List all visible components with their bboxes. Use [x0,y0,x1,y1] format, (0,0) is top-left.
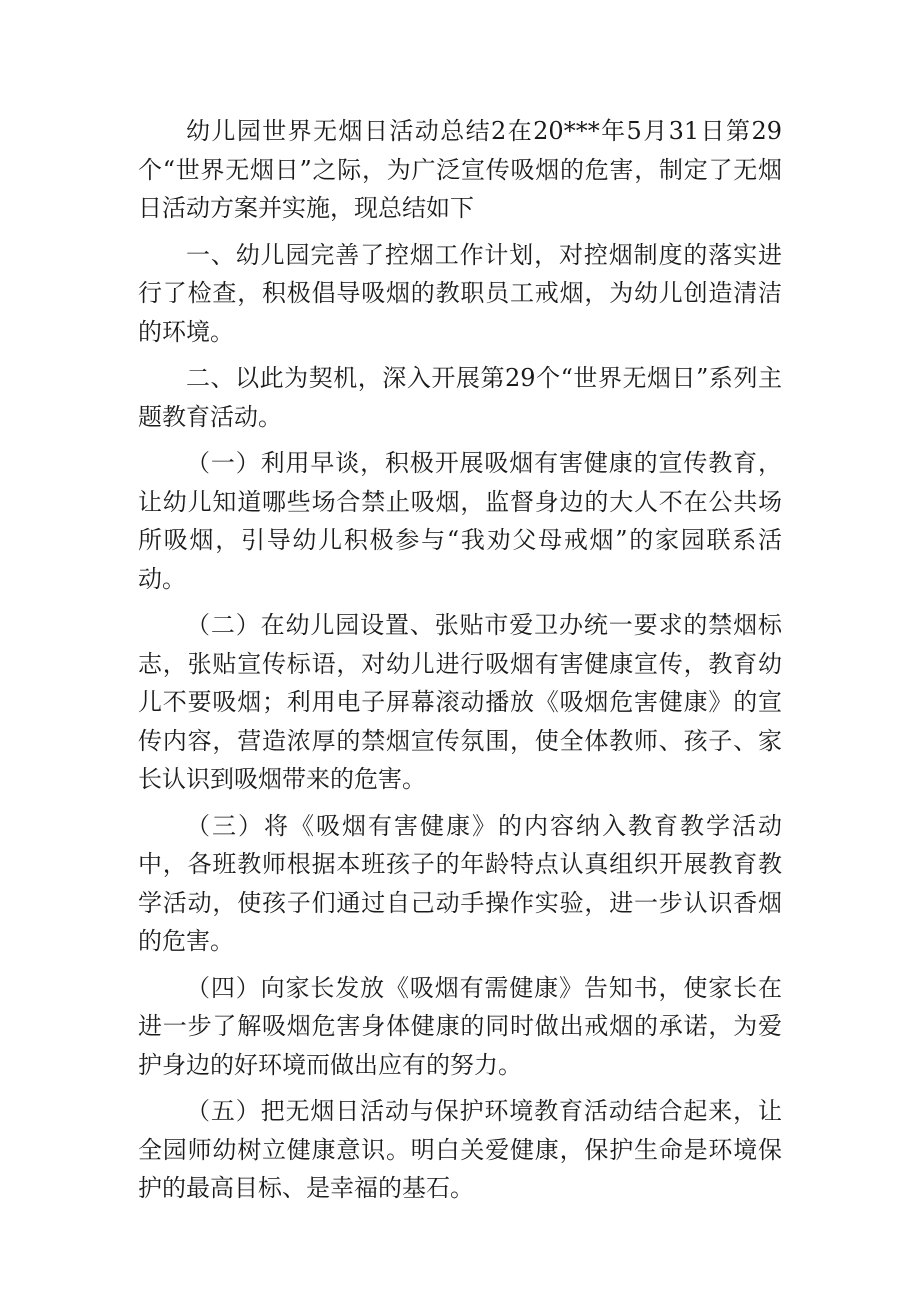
item-two-paragraph: （二）在幼儿园设置、张贴市爱卫办统一要求的禁烟标志，张贴宣传标语，对幼儿进行吸烟有害健康宣传，教育幼儿不要吸烟；利用电子屏幕滚动播放《吸烟危害健康》的宣传内容，营造浓厚的禁烟宣传氛围，使全体教师、孩子、家长认识到吸烟带来的危害。 [138,611,782,793]
item-three-paragraph: （三）将《吸烟有害健康》的内容纳入教育教学活动中，各班教师根据本班孩子的年龄特点认真组织开展教育教学活动，使孩子们通过自己动手操作实验，进一步认识香烟的危害。 [138,811,782,955]
item-four-paragraph: （四）向家长发放《吸烟有需健康》告知书，使家长在进一步了解吸烟危害身体健康的同时做出戒烟的承诺，为爱护身边的好环境而做出应有的努力。 [138,973,782,1079]
item-one-paragraph: （一）利用早谈，积极开展吸烟有害健康的宣传教育，让幼儿知道哪些场合禁止吸烟，监督身边的大人不在公共场所吸烟，引导幼儿积极参与“我劝父母戒烟”的家园联系活动。 [138,449,782,593]
intro-paragraph: 幼儿园世界无烟日活动总结2在20***年5月31日第29个“世界无烟日”之际，为广泛宣传吸烟的危害，制定了无烟日活动方案并实施，现总结如下 [138,117,782,222]
item-five-paragraph: （五）把无烟日活动与保护环境教育活动结合起来，让全园师幼树立健康意识。明白关爱健康，保护生命是环境保护的最高目标、是幸福的基石。 [138,1097,782,1202]
section-two-paragraph: 二、以此为契机，深入开展第29个“世界无烟日”系列主题教育活动。 [138,364,782,431]
section-one-paragraph: 一、幼儿园完善了控烟工作计划，对控烟制度的落实进行了检查，积极倡导吸烟的教职员工戒烟，为幼儿创造清洁的环境。 [138,240,782,346]
